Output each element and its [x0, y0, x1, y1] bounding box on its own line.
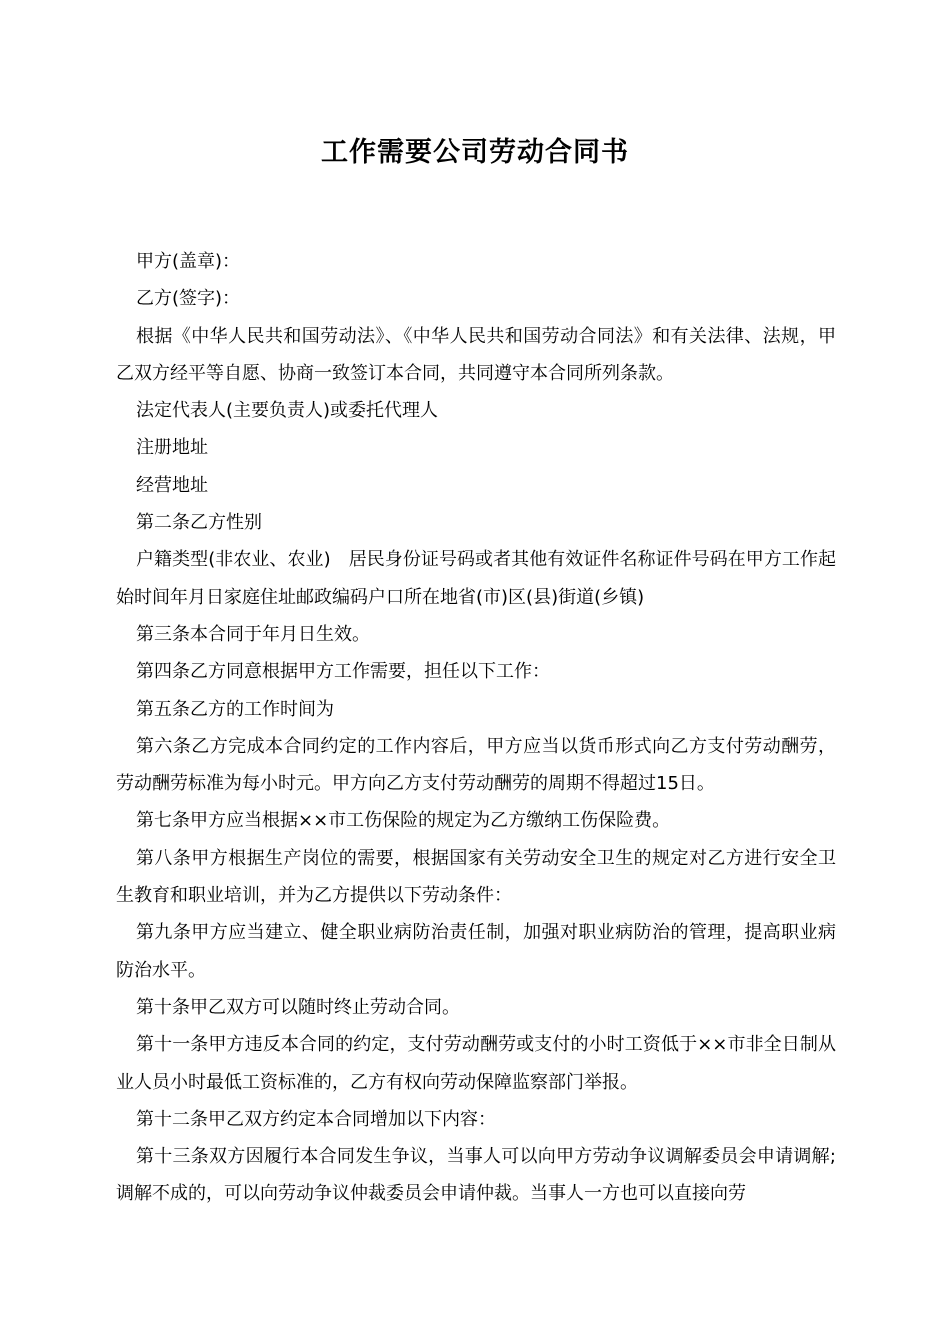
document-title: 工作需要公司劳动合同书 — [321, 137, 629, 168]
article-4-paragraph: 第四条乙方同意根据甲方工作需要，担任以下工作： — [136, 661, 550, 683]
article-6-paragraph: 第六条乙方完成本合同约定的工作内容后，甲方应当以货币形式向乙方支付劳动酬劳，劳动酬劳标准为每小时元。甲方向乙方支付劳动酬劳的周期不得超过15日。 — [116, 735, 836, 795]
business-address-line: 经营地址 — [136, 474, 208, 496]
article-11-paragraph: 第十一条甲方违反本合同的约定，支付劳动酬劳或支付的小时工资低于××市非全日制从业人员小时最低工资标准的，乙方有权向劳动保障监察部门举报。 — [116, 1034, 836, 1093]
article-13-paragraph: 第十三条双方因履行本合同发生争议，当事人可以向甲方劳动争议调解委员会申请调解;调解不成的，可以向劳动争议仲裁委员会申请仲裁。当事人一方也可以直接向劳 — [116, 1146, 836, 1205]
article-12-paragraph: 第十二条甲乙双方约定本合同增加以下内容： — [136, 1108, 496, 1130]
article-2-paragraph: 第二条乙方性别 — [136, 512, 262, 534]
representative-line: 法定代表人(主要负责人)或委托代理人 — [136, 400, 439, 422]
party-a-line: 甲方(盖章)： — [136, 251, 241, 272]
household-info-paragraph: 户籍类型(非农业、农业) 居民身份证号码或者其他有效证件名称证件号码在甲方工作起始时间年月日家庭住址邮政编码户口所在地省(市)区(县)街道(乡镇) — [116, 549, 836, 608]
registered-address-line: 注册地址 — [136, 437, 208, 459]
article-3-paragraph: 第三条本合同于年月日生效。 — [136, 623, 370, 645]
article-9-paragraph: 第九条甲方应当建立、健全职业病防治责任制，加强对职业病防治的管理，提高职业病防治水平。 — [116, 922, 836, 981]
party-b-line: 乙方(签字)： — [136, 288, 241, 310]
article-10-paragraph: 第十条甲乙双方可以随时终止劳动合同。 — [136, 996, 460, 1018]
article-8-paragraph: 第八条甲方根据生产岗位的需要，根据国家有关劳动安全卫生的规定对乙方进行安全卫生教育和职业培训，并为乙方提供以下劳动条件： — [116, 847, 836, 907]
document-body — [116, 243, 836, 1213]
preamble-paragraph: 根据《中华人民共和国劳动法》、《中华人民共和国劳动合同法》和有关法律、法规，甲乙双方经平等自愿、协商一致签订本合同，共同遵守本合同所列条款。 — [116, 325, 836, 384]
article-5-paragraph: 第五条乙方的工作时间为 — [136, 698, 334, 720]
article-7-paragraph: 第七条甲方应当根据××市工伤保险的规定为乙方缴纳工伤保险费。 — [136, 810, 671, 832]
